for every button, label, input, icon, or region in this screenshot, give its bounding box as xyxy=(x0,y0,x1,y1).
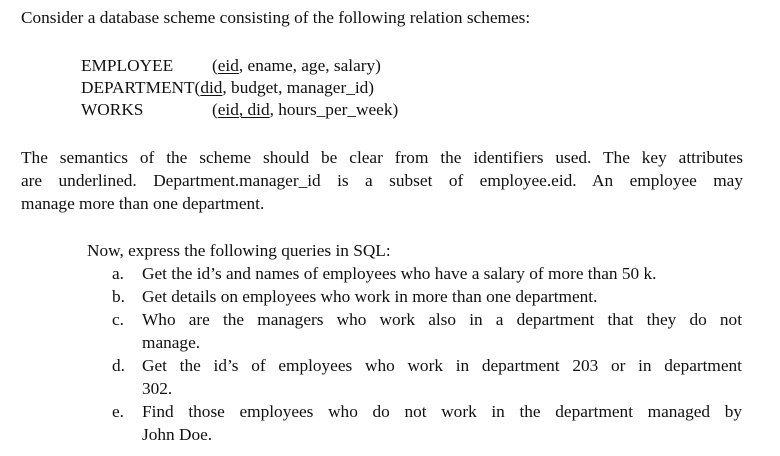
key-attribute-eid-did: eid, did xyxy=(217,100,270,119)
intro-text: Consider a database scheme consisting of the following relation schemes: xyxy=(21,8,531,27)
query-text: Who are the managers who work also in a department that they do not xyxy=(142,310,742,329)
query-letter: b. xyxy=(112,287,125,306)
paren-open: ( xyxy=(212,56,218,75)
key-attribute-eid: eid xyxy=(217,56,239,75)
query-text-continued: 302. xyxy=(142,379,173,398)
query-text: Find those employees who do not work in the department managed by xyxy=(142,402,742,421)
paren-open: ( xyxy=(212,100,218,119)
query-text: Get details on employees who work in more than one department. xyxy=(142,287,598,306)
query-text-continued: manage. xyxy=(142,333,201,352)
other-attributes: , hours_per_week) xyxy=(269,100,399,119)
query-letter: c. xyxy=(112,310,124,329)
relation-attributes xyxy=(212,55,381,76)
query-text: Get the id’s of employees who work in department 203 or in department xyxy=(142,356,742,375)
query-text: Get the id’s and names of employees who have a salary of more than 50 k. xyxy=(142,264,657,283)
other-attributes: , ename, age, salary) xyxy=(238,56,381,75)
query-text-continued: John Doe. xyxy=(142,425,213,444)
other-attributes: , budget, manager_id) xyxy=(222,78,375,97)
relation-attributes xyxy=(212,99,398,120)
relation-name: DEPARTMENT(did, budget, manager_id) xyxy=(81,78,375,97)
query-letter: d. xyxy=(112,356,125,375)
query-letter: e. xyxy=(112,402,124,421)
semantics-line: The semantics of the scheme should be clear from the identifiers used. The key attributes xyxy=(21,148,743,167)
semantics-line: manage more than one department. xyxy=(21,194,265,213)
relation-name: WORKS xyxy=(81,100,144,119)
query-letter: a. xyxy=(112,264,124,283)
queries-intro: Now, express the following queries in SQL: xyxy=(87,241,391,260)
paren-open: ( xyxy=(194,78,201,97)
semantics-line: are underlined. Department.manager_id is a subset of employee.eid. An employee may xyxy=(21,171,743,190)
key-attribute-did: did xyxy=(200,78,223,97)
relation-name: EMPLOYEE xyxy=(81,56,174,75)
